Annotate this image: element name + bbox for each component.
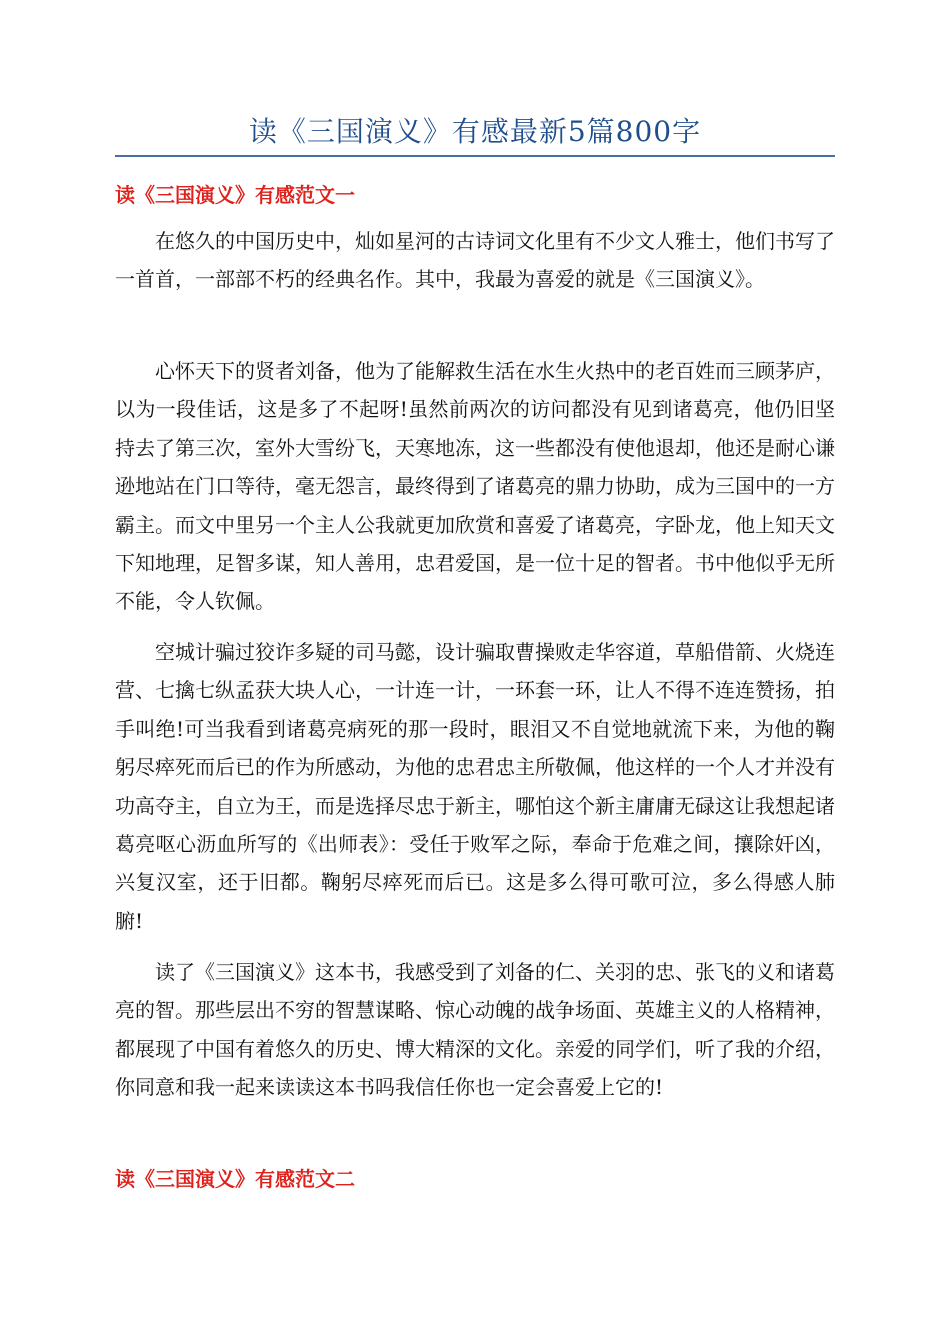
paragraph-2: 心怀天下的贤者刘备，他为了能解救生活在水生火热中的老百姓而三顾茅庐，以为一段佳话，这是多了不起呀!虽然前两次的访问都没有见到诸葛亮，他仍旧坚持去了第三次，室外大雪纷飞，天寒地冻，这一些都没有使他退却，他还是耐心谦逊地站在门口等待，毫无怨言，最终得到了诸葛亮的鼎力协助，成为三国中的一方霸主。而文中里另一个主人公我就更加欣赏和喜爱了诸葛亮，字卧龙，他上知天文下知地理，足智多谋，知人善用，忠君爱国，是一位十足的智者。书中他似乎无所不能，令人钦佩。 xyxy=(115,359,835,614)
paragraph-4: 读了《三国演义》这本书，我感受到了刘备的仁、关羽的忠、张飞的义和诸葛亮的智。那些层出不穷的智慧谋略、惊心动魄的战争场面、英雄主义的人格精神，都展现了中国有着悠久的历史、博大精深的文化。亲爱的同学们，听了我的介绍，你同意和我一起来读读这本书吗我信任你也一定会喜爱上它的! xyxy=(115,960,835,1100)
section-heading-1: 读《三国演义》有感范文一 xyxy=(115,183,355,207)
title-underline xyxy=(115,155,835,157)
document-title: 读《三国演义》有感最新5篇800字 xyxy=(248,115,702,148)
paragraph-3: 空城计骗过狡诈多疑的司马懿，设计骗取曹操败走华容道，草船借箭、火烧连营、七擒七纵孟获大块人心，一计连一计，一环套一环，让人不得不连连赞扬，拍手叫绝!可当我看到诸葛亮病死的那一段时，眼泪又不自觉地就流下来，为他的鞠躬尽瘁死而后已的作为所感动，为他的忠君忠主所敬佩，他这样的一个人才并没有功高夺主，自立为王，而是选择尽忠于新主，哪怕这个新主庸庸无碌这让我想起诸葛亮呕心沥血所写的《出师表》：受任于败军之际，奉命于危难之间，攘除奸凶，兴复汉室，还于旧都。鞠躬尽瘁死而后已。这是多么得可歌可泣，多么得感人肺腑! xyxy=(115,640,835,933)
paragraph-1: 在悠久的中国历史中，灿如星河的古诗词文化里有不少文人雅士，他们书写了一首首，一部部不朽的经典名作。其中，我最为喜爱的就是《三国演义》。 xyxy=(115,229,835,292)
section-heading-2: 读《三国演义》有感范文二 xyxy=(115,1167,355,1191)
